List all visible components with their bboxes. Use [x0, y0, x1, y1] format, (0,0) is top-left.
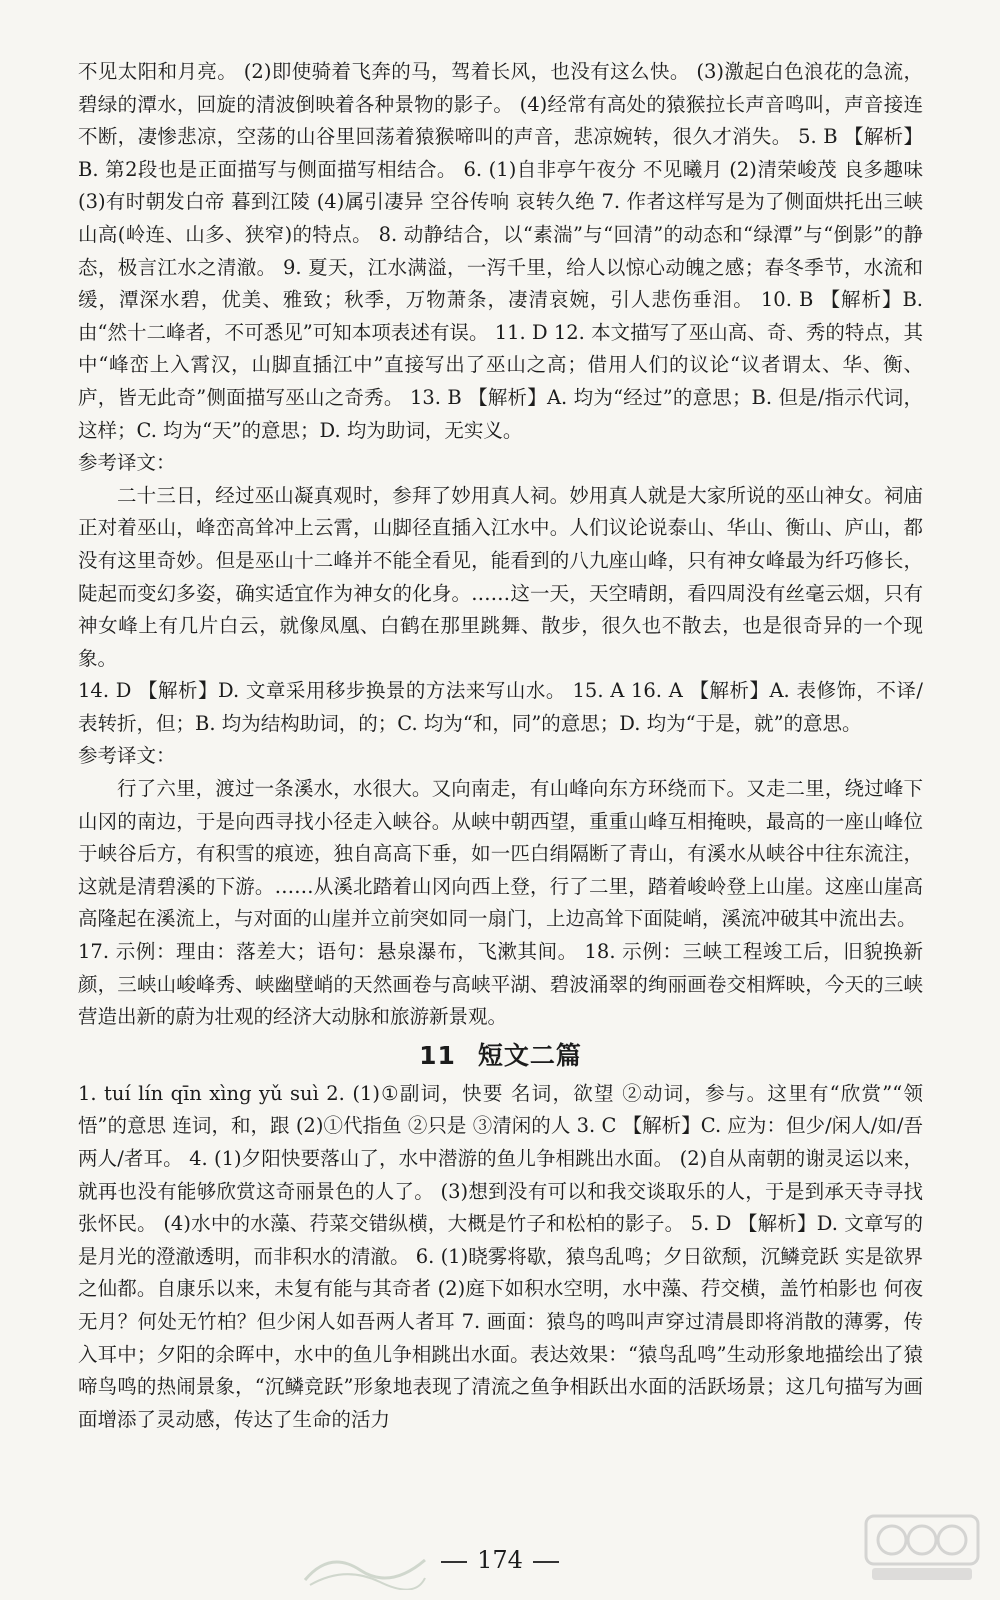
- answer-paragraph: 1. tuí lín qīn xìng yǔ suì 2. (1)①副词，快要 名词，欲望 ②动词，参与。这里有“欣赏”“领悟”的意思 连词，和，跟 (2)①代指鱼 ②只是 ③清闲的人 3. C 【解析】C. 应为：但少/闲人/如/吾两人/者耳。 4. (1)夕阳快要落山了，水中潜游的鱼儿争相跳出水面。 (2)自从南朝的谢灵运以来，就再也没有能够欣赏这奇丽景色的人了。 (3)想到没有可以和我交谈取乐的人，于是到承天寺寻找张怀民。 (4)水中的水藻、荇菜交错纵横，大概是竹子和松柏的影子。 5. D 【解析】D. 文章写的是月光的澄澈透明，而非积水的清澈。 6. (1)晓雾将歇，猿鸟乱鸣；夕日欲颓，沉鳞竞跃 实是欲界之仙都。自康乐以来，未复有能与其奇者 (2)庭下如积水空明，水中藻、荇交横，盖竹柏影也 何夜无月？何处无竹柏？但少闲人如吾两人者耳 7. 画面：猿鸟的鸣叫声穿过清晨即将消散的薄雾，传入耳中；夕阳的余晖中，水中的鱼儿争相跳出水面。表达效果：“猿鸟乱鸣”生动形象地描绘出了猿啼鸟鸣的热闹景象，“沉鳞竞跃”形象地表现了清流之鱼争相跃出水面的活跃场景；这几句描写为画面增添了灵动感，传达了生命的活力: [78, 1081, 923, 1431]
- faint-stamp-mark: [300, 1540, 430, 1590]
- page-content: [78, 56, 923, 1436]
- section-number: 11: [419, 1040, 456, 1070]
- translation-paragraph: 二十三日，经过巫山凝真观时，参拜了妙用真人祠。妙用真人就是大家所说的巫山神女。祠庙正对着巫山，峰峦高耸冲上云霄，山脚径直插入江水中。人们议论说泰山、华山、衡山、庐山，都没有这里奇妙。但是巫山十二峰并不能全看见，能看到的八九座山峰，只有神女峰最为纤巧修长，陡起而变幻多姿，确实适宜作为神女的化身。……这一天，天空晴朗，看四周没有丝毫云烟，只有神女峰上有几片白云，就像凤凰、白鹤在那里跳舞、散步，很久也不散去，也是很奇异的一个现象。: [78, 483, 923, 670]
- page-number: [0, 1546, 1000, 1574]
- answer-paragraph: 14. D 【解析】D. 文章采用移步换景的方法来写山水。 15. A 16. A 【解析】A. 表修饰，不译/表转折，但；B. 均为结构助词，的；C. 均为“和，同”的意思；D. 均为“于是，就”的意思。: [78, 679, 923, 735]
- page-number-text: 174: [477, 1546, 523, 1574]
- answer-paragraph: 17. 示例：理由：落差大；语句：悬泉瀑布，飞漱其间。 18. 示例：三峡工程竣工后，旧貌换新颜，三峡山峻峰秀、峡幽壁峭的天然画卷与高峡平湖、碧波涌翠的绚丽画卷交相辉映，今天的三峡营造出新的蔚为壮观的经济大动脉和旅游新景观。: [78, 940, 923, 1029]
- translation-paragraph: 行了六里，渡过一条溪水，水很大。又向南走，有山峰向东方环绕而下。又走二里，绕过峰下山冈的南边，于是向西寻找小径走入峡谷。从峡中朝西望，重重山峰互相掩映，最高的一座山峰位于峡谷后方，有积雪的痕迹，独自高高下垂，如一匹白绢隔断了青山，有溪水从峡谷中往东流注，这就是清碧溪的下游。……从溪北踏着山冈向西上登，行了二里，踏着峻岭登上山崖。这座山崖高高隆起在溪流上，与对面的山崖并立前突如同一扇门，上边高耸下面陡峭，溪流冲破其中流出去。: [78, 777, 923, 931]
- watermark-logo: [862, 1508, 982, 1588]
- answer-paragraph: 不见太阳和月亮。 (2)即使骑着飞奔的马，驾着长风，也没有这么快。 (3)激起白色浪花的急流，碧绿的潭水，回旋的清波倒映着各种景物的影子。 (4)经常有高处的猿猴拉长声音鸣叫，声音接连不断，凄惨悲凉，空荡的山谷里回荡着猿猴啼叫的声音，悲凉婉转，很久才消失。 5. B 【解析】B. 第2段也是正面描写与侧面描写相结合。 6. (1)自非亭午夜分 不见曦月 (2)清荣峻茂 良多趣味 (3)有时朝发白帝 暮到江陵 (4)属引凄异 空谷传响 哀转久绝 7. 作者这样写是为了侧面烘托出三峡山高(岭连、山多、狭窄)的特点。 8. 动静结合，以“素湍”与“回清”的动态和“绿潭”与“倒影”的静态，极言江水之清澈。 9. 夏天，江水满溢，一泻千里，给人以惊心动魄之感；春冬季节，水流和缓，潭深水碧，优美、雅致；秋季，万物萧条，凄清哀婉，引人悲伤垂泪。 10. B 【解析】B. 由“然十二峰者，不可悉见”可知本项表述有误。 11. D 12. 本文描写了巫山高、奇、秀的特点，其中“峰峦上入霄汉，山脚直插江中”直接写出了巫山之高；借用人们的议论“议者谓太、华、衡、庐，皆无此奇”侧面描写巫山之奇秀。 13. B 【解析】A. 均为“经过”的意思；B. 但是/指示代词，这样；C. 均为“天”的意思；D. 均为助词，无实义。: [78, 60, 923, 442]
- answer-paragraph: 参考译文：: [78, 744, 176, 768]
- answer-paragraph: 参考译文：: [78, 451, 176, 475]
- page-number-right-dash: [533, 1561, 559, 1563]
- section-title: 短文二篇: [477, 1040, 582, 1070]
- section-heading: [78, 1036, 923, 1076]
- page-number-left-dash: [441, 1561, 467, 1563]
